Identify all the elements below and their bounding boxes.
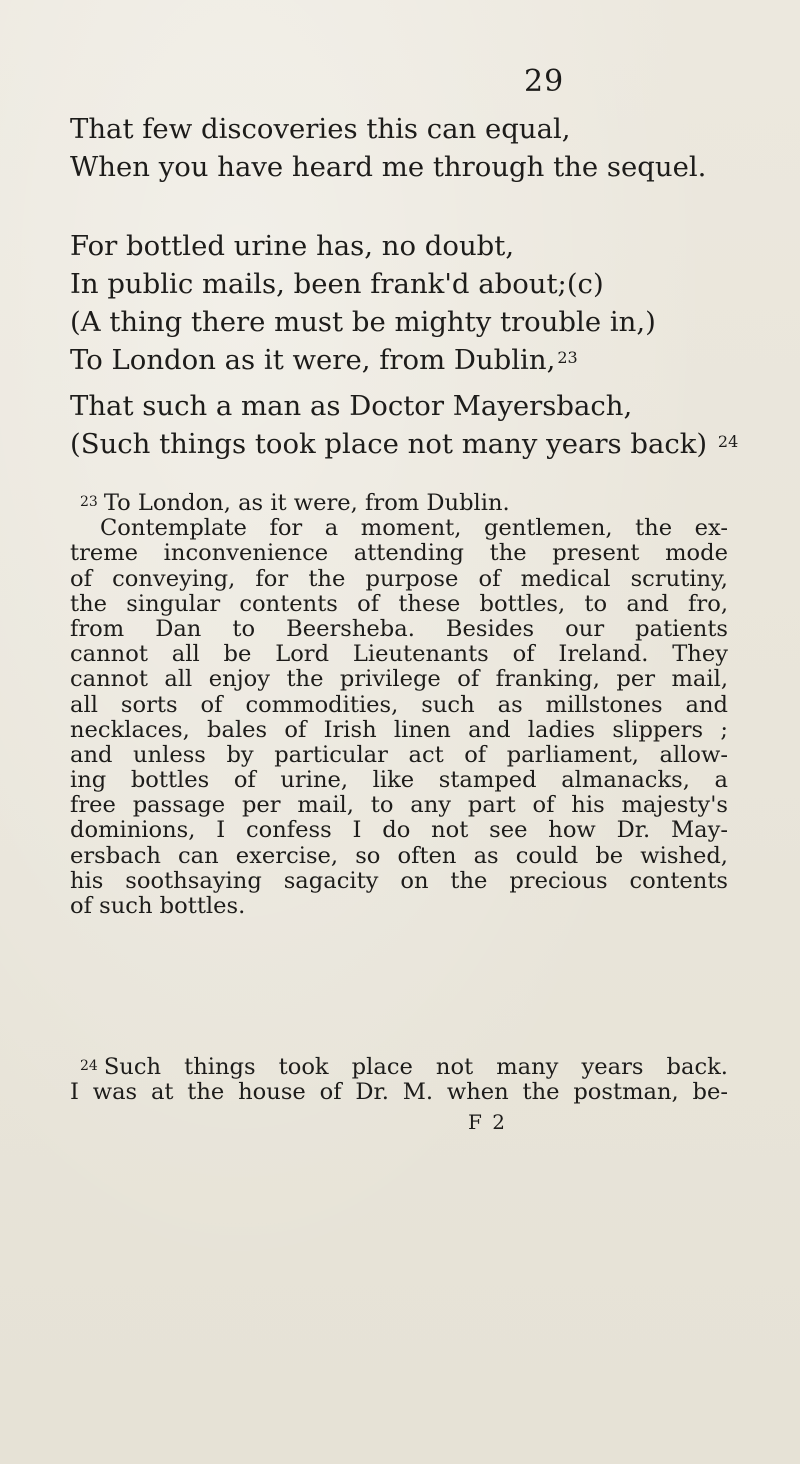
- verse-text: To London as it were, from Dublin,: [70, 344, 556, 376]
- printer-signature-mark: F 2: [468, 1110, 507, 1134]
- footnote-line: ing bottles of urine, like stamped almanacks, a: [70, 767, 728, 794]
- footnote-line: of such bottles.: [70, 893, 246, 919]
- footnote-ref-23: 23: [557, 348, 578, 367]
- footnote-heading-text: To London, as it were, from Dublin.: [103, 490, 510, 516]
- verse-line: When you have heard me through the sequel.: [70, 151, 707, 183]
- verse-stanza-1: [70, 110, 706, 186]
- footnote-line: I was at the house of Dr. M. when the postman, be-: [70, 1079, 728, 1106]
- footnote-line: of conveying, for the purpose of medical scrutiny,: [70, 565, 728, 592]
- footnote-heading-text: Such things took place not many years back.: [103, 1054, 728, 1080]
- footnote-line: Contemplate for a moment, gentlemen, the ex-: [100, 515, 728, 542]
- footnote-23: [70, 491, 728, 919]
- footnote-line: ersbach can exercise, so often as could be wished,: [70, 842, 728, 869]
- verse-stanza-2: [70, 227, 656, 379]
- footnote-line: necklaces, bales of Irish linen and ladies slippers ;: [70, 716, 728, 743]
- verse-line: For bottled urine has, no doubt,: [70, 230, 515, 262]
- footnote-line: his soothsaying sagacity on the precious contents: [70, 867, 728, 894]
- footnote-line: cannot all enjoy the privilege of franking, per mail,: [70, 666, 728, 693]
- verse-text: (Such things took place not many years back): [70, 428, 708, 460]
- footnote-line: the singular contents of these bottles, to and fro,: [70, 590, 728, 617]
- footnote-line: from Dan to Beersheba. Besides our patients: [70, 615, 728, 642]
- footnote-line: dominions, I confess I do not see how Dr. May-: [70, 817, 728, 844]
- footnote-heading: [70, 1055, 728, 1080]
- verse-stanza-3: [70, 387, 738, 463]
- footnote-line: cannot all be Lord Lieutenants of Ireland. They: [70, 641, 728, 668]
- verse-line: That few discoveries this can equal,: [70, 113, 571, 145]
- verse-line: [70, 341, 656, 379]
- footnote-heading: [70, 491, 728, 516]
- footnote-line: and unless by particular act of parliament, allow-: [70, 741, 728, 768]
- verse-line: That such a man as Doctor Mayersbach,: [70, 390, 633, 422]
- footnote-line: free passage per mail, to any part of his majesty's: [70, 792, 728, 819]
- verse-line: (A thing there must be mighty trouble in,): [70, 306, 656, 338]
- page-number: 29: [524, 64, 565, 99]
- footnote-number: 24: [80, 1058, 98, 1074]
- verse-line: [70, 425, 738, 463]
- footnote-line: treme inconvenience attending the present mode: [70, 540, 728, 567]
- verse-line: In public mails, been frank'd about;(c): [70, 268, 604, 300]
- footnote-line: all sorts of commodities, such as millstones and: [70, 691, 728, 718]
- footnote-number: 23: [80, 494, 98, 510]
- footnote-ref-24: 24: [717, 432, 739, 451]
- footnote-24: [70, 1055, 728, 1105]
